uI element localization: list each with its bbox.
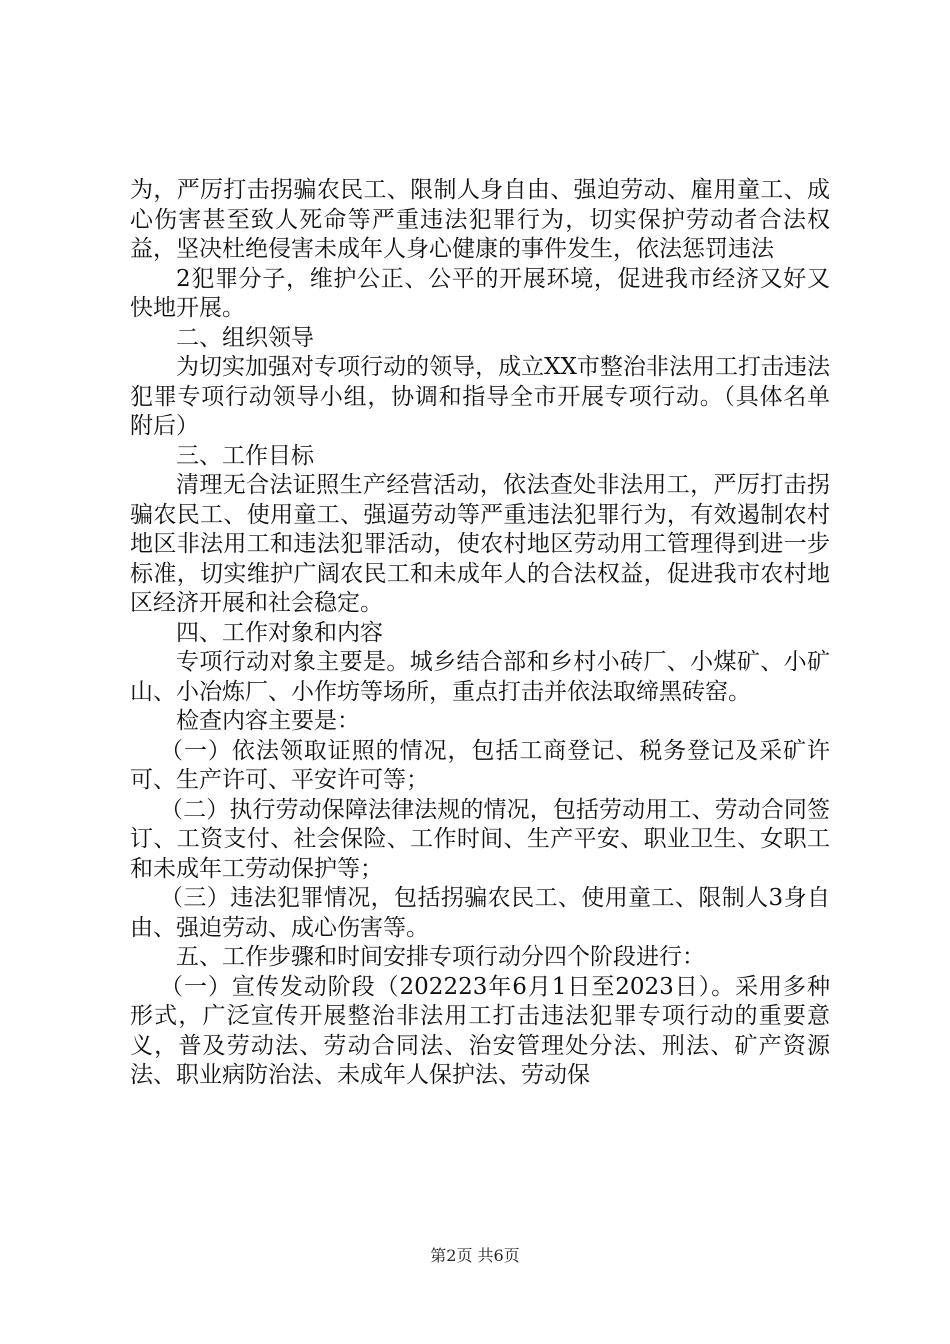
paragraph: 专项行动对象主要是。城乡结合部和乡村小砖厂、小煤矿、小矿山、小冶炼厂、小作坊等场所，重点打击并依法取缔黑砖窑。: [130, 649, 830, 705]
paragraph: 清理无合法证照生产经营活动，依法查处非法用工，严厉打击拐骗农民工、使用童工、强逼劳动等严重违法犯罪行为，有效遏制农村地区非法用工和违法犯罪活动，使农村地区劳动用工管理得到进一步标准，切实维护广阔农民工和未成年人的合法权益，促进我市农村地区经济开展和社会稳定。: [130, 472, 830, 616]
section-heading: 五、工作步骤和时间安排专项行动分四个阶段进行：: [176, 944, 705, 970]
list-item: （一）依法领取证照的情况，包括工商登记、税务登记及采矿许可、生产许可、平安许可等；: [130, 737, 830, 793]
section-heading: 三、工作目标: [176, 442, 314, 469]
section-heading: 二、组织领导: [176, 324, 314, 351]
paragraph: 为，严厉打击拐骗农民工、限制人身自由、强迫劳动、雇用童工、成心伤害甚至致人死命等严重违法犯罪行为，切实保护劳动者合法权益，坚决杜绝侵害未成年人身心健康的事件发生，依法惩罚违法: [130, 177, 830, 262]
paragraph: （一）宣传发动阶段（202223年6月1日至2023日）。采用多种形式，广泛宣传开展整治非法用工打击违法犯罪专项行动的重要意义，普及劳动法、劳动合同法、治安管理处分法、刑法、矿产资源法、职业病防治法、未成年人保护法、劳动保: [130, 973, 830, 1088]
section-heading: 四、工作对象和内容: [176, 619, 383, 646]
page-footer: 第2页 共6页: [430, 1246, 520, 1265]
paragraph: 2犯罪分子，维护公正、公平的开展环境，促进我市经济又好又快地开展。: [130, 265, 830, 321]
paragraph: 为切实加强对专项行动的领导，成立XX市整治非法用工打击违法犯罪专项行动领导小组，协调和指导全市开展专项行动。（具体名单附后）: [130, 354, 830, 439]
body-text: [130, 176, 830, 1091]
paragraph: 检查内容主要是：: [176, 708, 360, 734]
list-item: （二）执行劳动保障法律法规的情况，包括劳动用工、劳动合同签订、工资支付、社会保险、工作时间、生产平安、职业卫生、女职工和未成年工劳动保护等；: [130, 796, 830, 882]
list-item: （三）违法犯罪情况，包括拐骗农民工、使用童工、限制人3身自由、强迫劳动、成心伤害等。: [130, 885, 830, 941]
